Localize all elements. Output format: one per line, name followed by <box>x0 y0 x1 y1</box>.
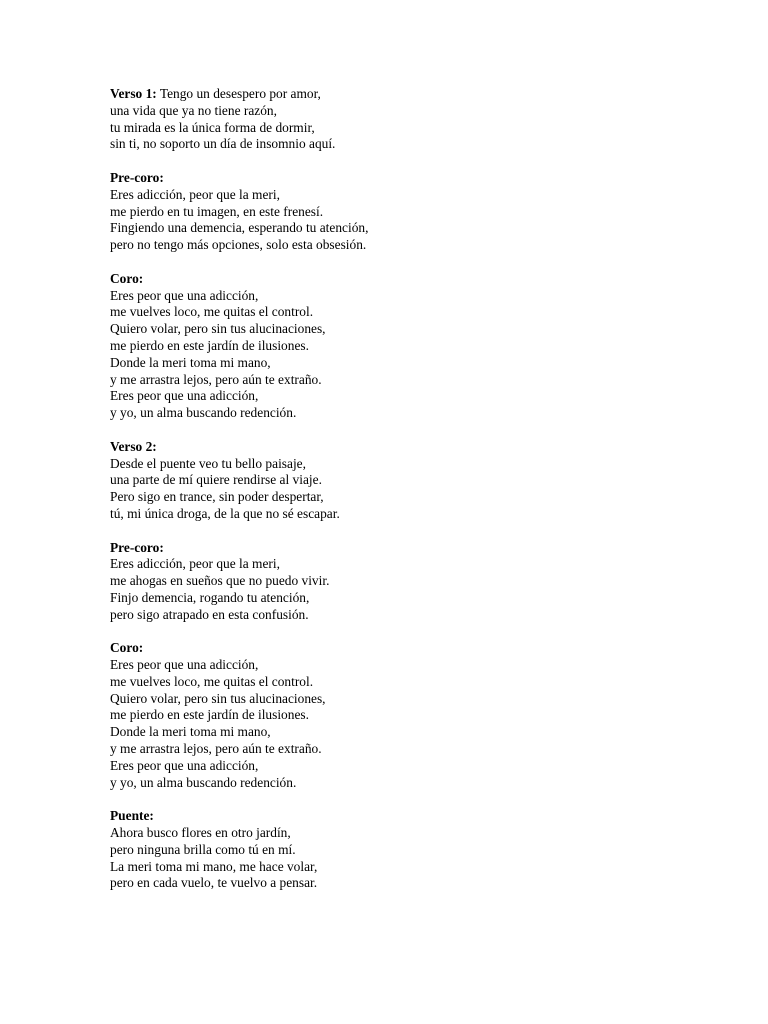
stanza-line: Fingiendo una demencia, esperando tu atención, <box>110 220 369 236</box>
stanza-line: Quiero volar, pero sin tus alucinaciones, <box>110 690 326 706</box>
stanza-pre-coro-1 <box>110 170 710 254</box>
stanza-line: Finjo demencia, rogando tu atención, <box>110 589 310 605</box>
stanza-label: Puente: <box>110 808 154 824</box>
stanza-line: tu mirada es la única forma de dormir, <box>110 119 315 135</box>
stanza-line: me pierdo en este jardín de ilusiones. <box>110 707 309 723</box>
stanza-line: Eres peor que una adicción, <box>110 757 259 773</box>
stanza-line: me pierdo en tu imagen, en este frenesí. <box>110 203 324 219</box>
stanza-coro-1 <box>110 271 710 422</box>
stanza-line: pero sigo atrapado en esta confusión. <box>110 606 309 622</box>
stanza-line: Eres peor que una adicción, <box>110 287 259 303</box>
stanza-line: La meri toma mi mano, me hace volar, <box>110 858 318 874</box>
stanza-line: Donde la meri toma mi mano, <box>110 724 271 740</box>
stanza-label: Pre-coro: <box>110 539 164 555</box>
stanza-line: me pierdo en este jardín de ilusiones. <box>110 337 309 353</box>
stanza-line: Eres peor que una adicción, <box>110 388 259 404</box>
stanza-verso-1 <box>110 86 710 153</box>
stanza-puente <box>110 808 710 892</box>
stanza-line: sin ti, no soporto un día de insomnio aquí. <box>110 136 336 152</box>
stanza-line: y yo, un alma buscando redención. <box>110 405 297 421</box>
stanza-line: me vuelves loco, me quitas el control. <box>110 304 314 320</box>
stanza-line: Donde la meri toma mi mano, <box>110 354 271 370</box>
stanza-line: Eres peor que una adicción, <box>110 657 259 673</box>
stanza-line: Eres adicción, peor que la meri, <box>110 556 280 572</box>
stanza-coro-2 <box>110 640 710 791</box>
stanza-label: Coro: <box>110 270 144 286</box>
stanza-label: Verso 1: <box>110 86 157 101</box>
document-page <box>110 86 710 909</box>
stanza-line: y yo, un alma buscando redención. <box>110 774 297 790</box>
stanza-line: Eres adicción, peor que la meri, <box>110 186 280 202</box>
stanza-line: pero ninguna brilla como tú en mí. <box>110 841 296 857</box>
stanza-line: Tengo un desespero por amor, <box>159 86 321 101</box>
stanza-line: Pero sigo en trance, sin poder despertar, <box>110 489 324 505</box>
stanza-verso-2 <box>110 439 710 523</box>
stanza-line: una parte de mí quiere rendirse al viaje. <box>110 472 322 488</box>
stanza-line: una vida que ya no tiene razón, <box>110 102 277 118</box>
stanza-label: Pre-coro: <box>110 169 164 185</box>
stanza-line: pero en cada vuelo, te vuelvo a pensar. <box>110 875 318 891</box>
stanza-label: Verso 2: <box>110 438 157 454</box>
stanza-first-line <box>110 86 710 103</box>
stanza-line: y me arrastra lejos, pero aún te extraño. <box>110 741 322 757</box>
stanza-line: pero no tengo más opciones, solo esta obsesión. <box>110 237 367 253</box>
stanza-line: me ahogas en sueños que no puedo vivir. <box>110 573 330 589</box>
stanza-line: Quiero volar, pero sin tus alucinaciones, <box>110 321 326 337</box>
stanza-line: me vuelves loco, me quitas el control. <box>110 673 314 689</box>
stanza-line: tú, mi única droga, de la que no sé escapar. <box>110 505 340 521</box>
stanza-label: Coro: <box>110 640 144 656</box>
stanza-line: y me arrastra lejos, pero aún te extraño. <box>110 371 322 387</box>
stanza-line: Ahora busco flores en otro jardín, <box>110 825 291 841</box>
stanza-pre-coro-2 <box>110 540 710 624</box>
stanza-line: Desde el puente veo tu bello paisaje, <box>110 455 306 471</box>
